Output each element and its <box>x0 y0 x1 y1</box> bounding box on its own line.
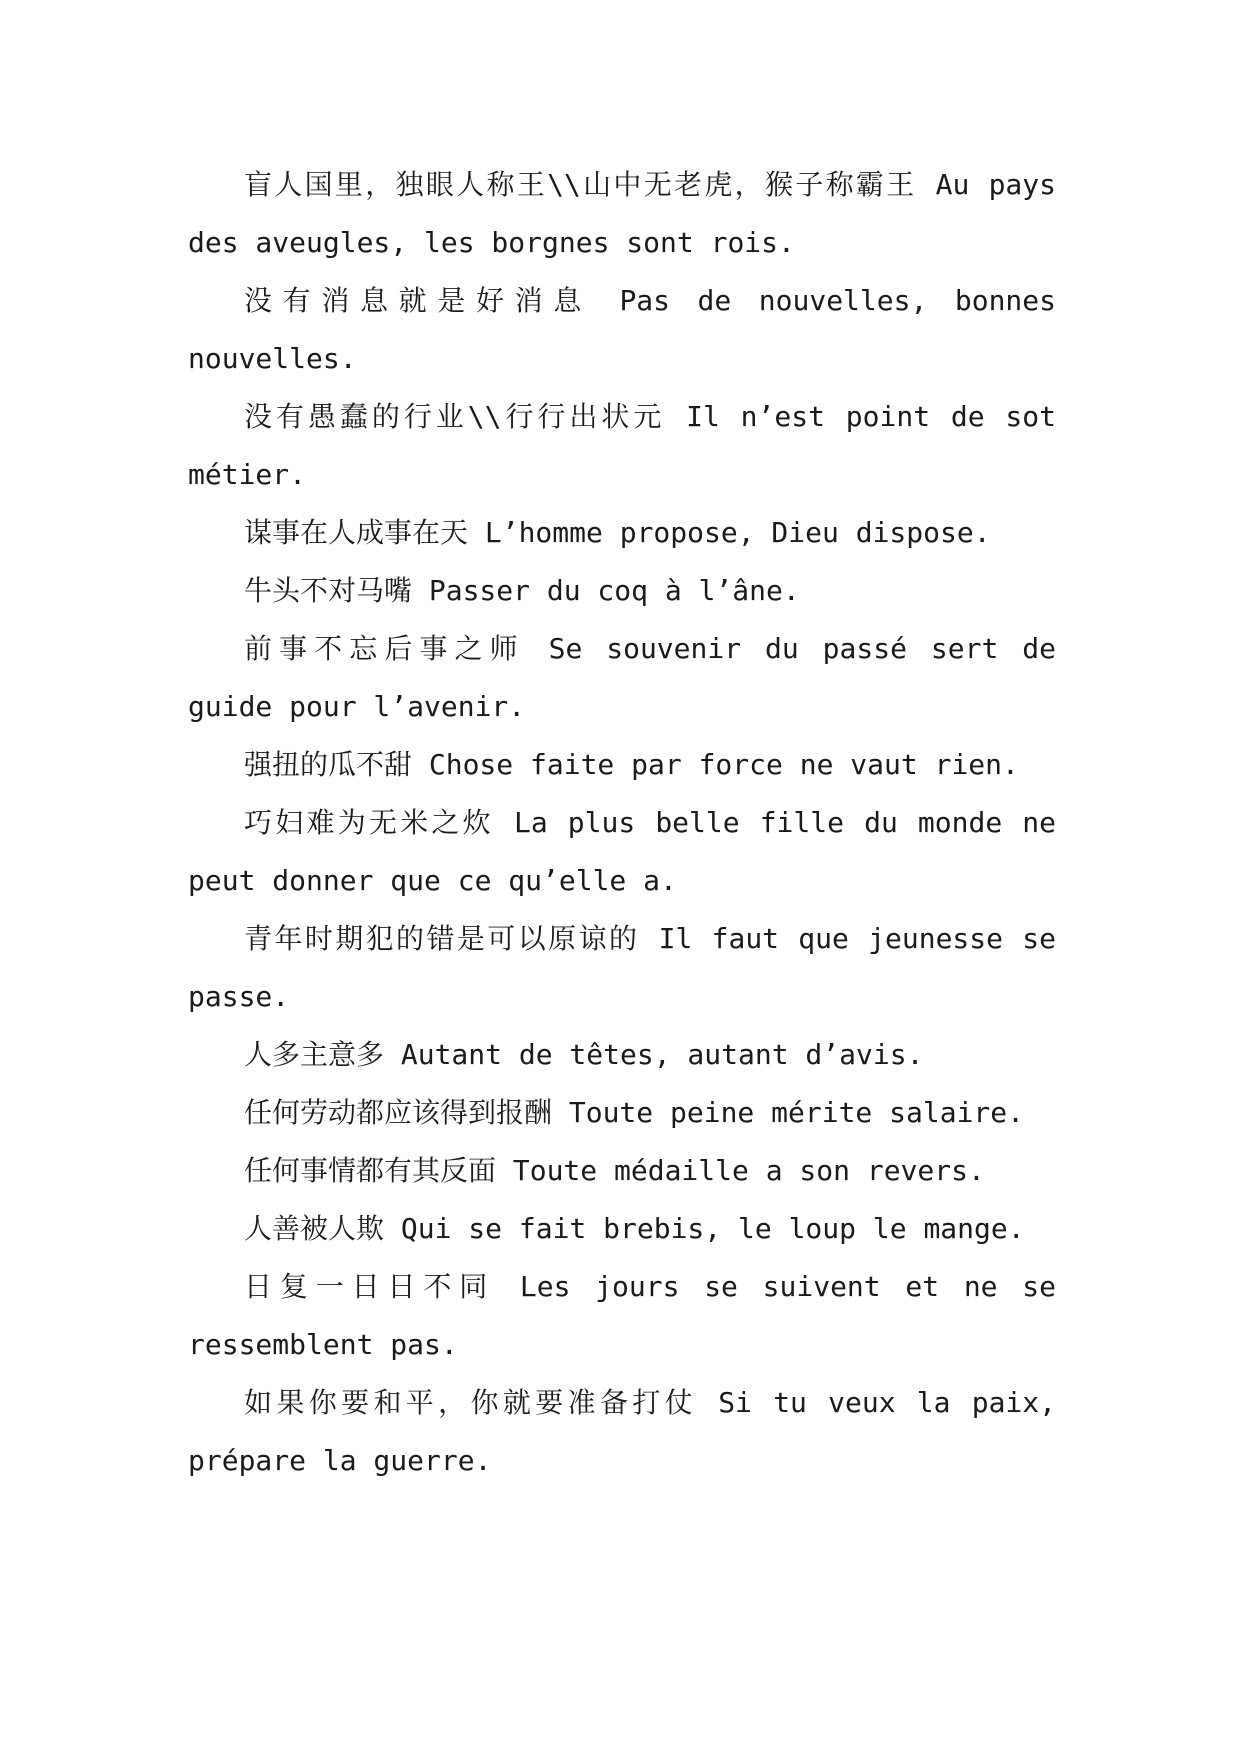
paragraph: 没有消息就是好消息 Pas de nouvelles, bonnes nouvelles. <box>188 284 1056 375</box>
paragraph: 强扭的瓜不甜 Chose faite par force ne vaut rien. <box>244 748 1019 781</box>
paragraph: 青年时期犯的错是可以原谅的 Il faut que jeunesse se passe. <box>188 922 1056 1013</box>
paragraph: 牛头不对马嘴 Passer du coq à l’âne. <box>244 574 800 607</box>
paragraph: 任何事情都有其反面 Toute médaille a son revers. <box>244 1154 985 1187</box>
paragraph: 人多主意多 Autant de têtes, autant d’avis. <box>244 1038 924 1071</box>
paragraph: 日复一日日不同 Les jours se suivent et ne se ressemblent pas. <box>188 1270 1056 1361</box>
paragraph: 谋事在人成事在天 L’homme propose, Dieu dispose. <box>244 516 991 549</box>
paragraph: 前事不忘后事之师 Se souvenir du passé sert de guide pour l’avenir. <box>188 632 1056 723</box>
paragraph: 盲人国里，独眼人称王\\山中无老虎，猴子称霸王 Au pays des aveugles, les borgnes sont rois. <box>188 168 1056 259</box>
paragraph: 如果你要和平，你就要准备打仗 Si tu veux la paix, prépare la guerre. <box>188 1386 1056 1477</box>
paragraph: 任何劳动都应该得到报酬 Toute peine mérite salaire. <box>244 1096 1025 1129</box>
paragraph: 人善被人欺 Qui se fait brebis, le loup le mange. <box>244 1212 1025 1245</box>
paragraph: 没有愚蠢的行业\\行行出状元 Il n’est point de sot métier. <box>188 400 1056 491</box>
paragraph: 巧妇难为无米之炊 La plus belle fille du monde ne peut donner que ce qu’elle a. <box>188 806 1056 897</box>
document-body <box>188 156 1056 1490</box>
